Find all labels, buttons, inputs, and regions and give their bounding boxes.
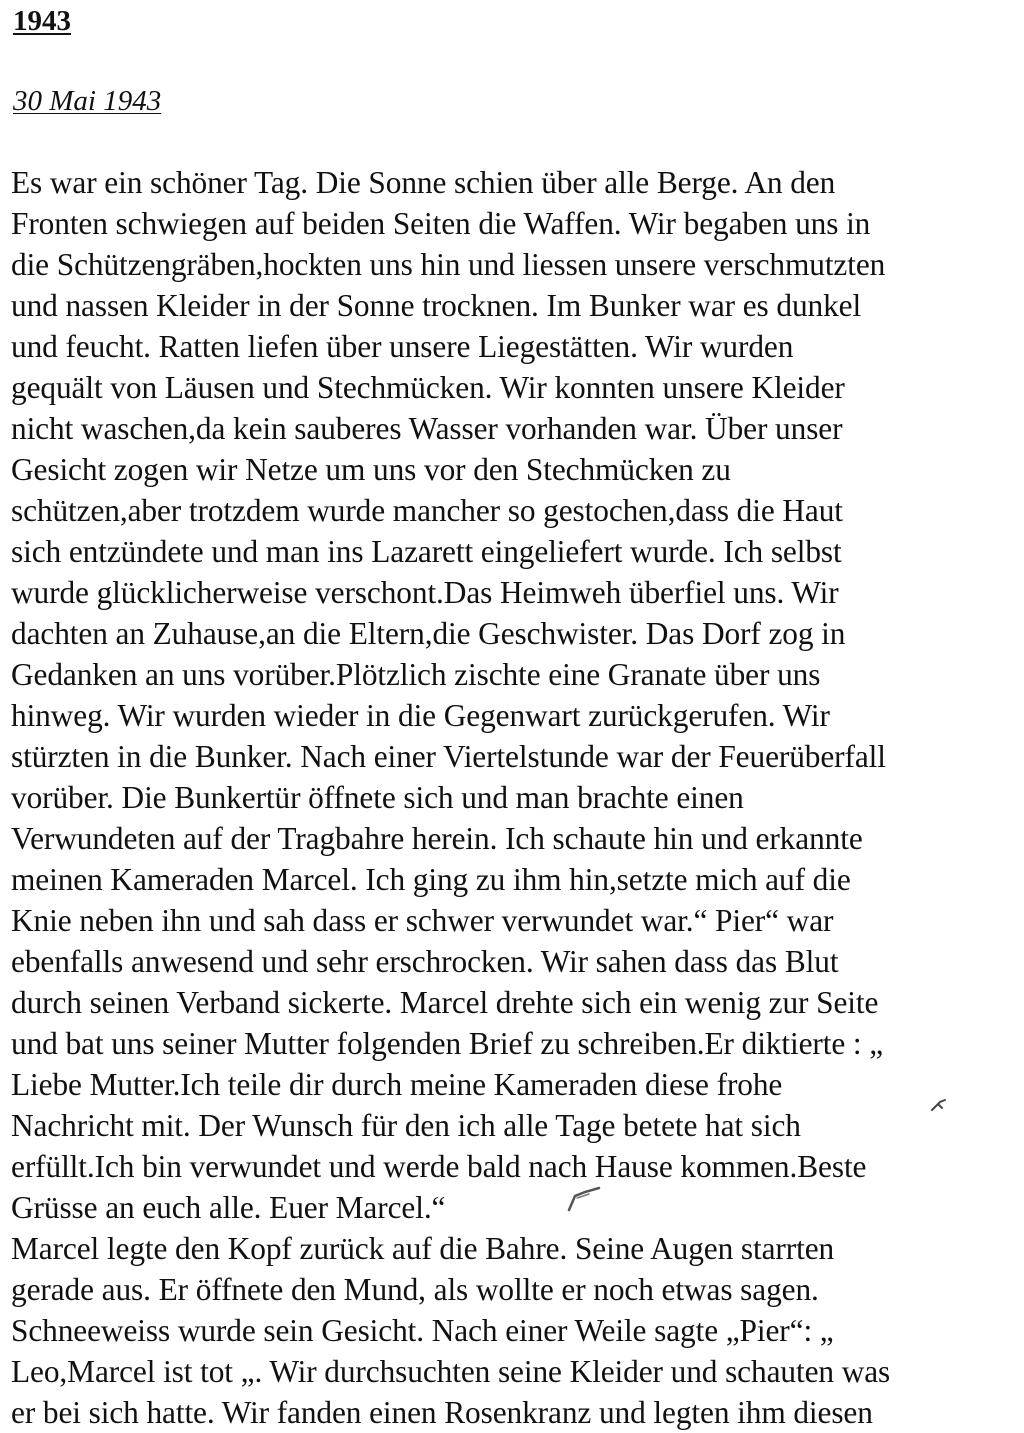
date-heading: 30 Mai 1943	[13, 85, 162, 117]
text-line: Leo,Marcel ist tot „. Wir durchsuchten seine Kleider und schauten was	[11, 1354, 891, 1389]
text-line: Knie neben ihn und sah dass er schwer verwundet war.“ Pier“ war	[11, 903, 834, 938]
text-line: stürzten in die Bunker. Nach einer Viertelstunde war der Feuerüberfall	[11, 739, 886, 774]
text-line: erfüllt.Ich bin verwundet und werde bald nach Hause kommen.Beste	[11, 1149, 867, 1184]
text-line: die Schützengräben,hockten uns hin und liessen unsere verschmutzten	[11, 247, 886, 282]
text-line: und bat uns seiner Mutter folgenden Brief zu schreiben.Er diktierte : „	[11, 1026, 884, 1061]
text-line: und nassen Kleider in der Sonne trocknen. Im Bunker war es dunkel	[11, 288, 862, 323]
text-line: er bei sich hatte. Wir fanden einen Rosenkranz und legten ihm diesen	[11, 1395, 873, 1430]
text-line: nicht waschen,da kein sauberes Wasser vorhanden war. Über unser	[11, 411, 843, 446]
text-line: dachten an Zuhause,an die Eltern,die Geschwister. Das Dorf zog in	[11, 616, 846, 651]
text-line: ebenfalls anwesend und sehr erschrocken. Wir sahen dass das Blut	[11, 944, 839, 979]
text-line: gerade aus. Er öffnete den Mund, als wollte er noch etwas sagen.	[11, 1272, 819, 1307]
text-line: Verwundeten auf der Tragbahre herein. Ich schaute hin und erkannte	[11, 821, 863, 856]
text-line: Es war ein schöner Tag. Die Sonne schien über alle Berge. An den	[11, 165, 836, 200]
text-line: Schneeweiss wurde sein Gesicht. Nach einer Weile sagte „Pier“: „	[11, 1313, 834, 1348]
text-line: gequält von Läusen und Stechmücken. Wir konnten unsere Kleider	[11, 370, 845, 405]
text-line: vorüber. Die Bunkertür öffnete sich und man brachte einen	[11, 780, 744, 815]
text-line: hinweg. Wir wurden wieder in die Gegenwart zurückgerufen. Wir	[11, 698, 830, 733]
text-line: schützen,aber trotzdem wurde mancher so gestochen,dass die Haut	[11, 493, 843, 528]
text-line: Nachricht mit. Der Wunsch für den ich alle Tage betete hat sich	[11, 1108, 801, 1143]
text-line: Gedanken an uns vorüber.Plötzlich zischte eine Granate über uns	[11, 657, 821, 692]
text-line: wurde glücklicherweise verschont.Das Heimweh überfiel uns. Wir	[11, 575, 839, 610]
text-line: und feucht. Ratten liefen über unsere Liegestätten. Wir wurden	[11, 329, 794, 364]
text-line: Fronten schwiegen auf beiden Seiten die Waffen. Wir begaben uns in	[11, 206, 871, 241]
text-line: meinen Kameraden Marcel. Ich ging zu ihm hin,setzte mich auf die	[11, 862, 851, 897]
ink-smudge-mark	[563, 1184, 605, 1214]
text-line: Marcel legte den Kopf zurück auf die Bahre. Seine Augen starrten	[11, 1231, 835, 1266]
diary-body	[11, 162, 1024, 1433]
year-heading: 1943	[13, 5, 71, 37]
text-line: Grüsse an euch alle. Euer Marcel.“	[11, 1190, 446, 1225]
text-line: sich entzündete und man ins Lazarett eingeliefert wurde. Ich selbst	[11, 534, 842, 569]
ink-smudge-mark	[928, 1096, 950, 1116]
text-line: Gesicht zogen wir Netze um uns vor den Stechmücken zu	[11, 452, 731, 487]
text-line: durch seinen Verband sickerte. Marcel drehte sich ein wenig zur Seite	[11, 985, 879, 1020]
text-line: Liebe Mutter.Ich teile dir durch meine Kameraden diese frohe	[11, 1067, 783, 1102]
